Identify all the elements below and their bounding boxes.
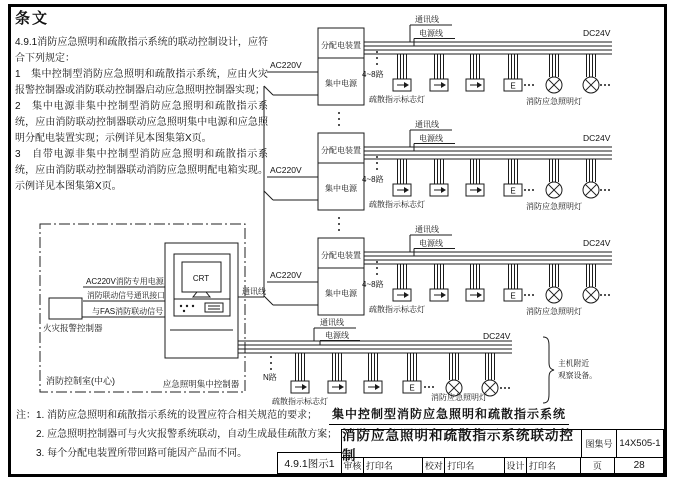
title-block <box>341 429 664 474</box>
distribution-unit-label: 分配电装置 <box>321 251 361 260</box>
power-line-label: 电源线 <box>419 29 443 38</box>
signal-label: 消防联动信号通讯接口 <box>87 291 165 300</box>
power-line-label: 电源线 <box>419 239 443 248</box>
dc-voltage-label: DC24V <box>583 133 611 143</box>
ellipsis-dot <box>608 189 610 191</box>
figure-number: 4.9.1图示1 <box>277 452 342 474</box>
provision-item: 3 自带电源非集中控制型消防应急照明和疏散指示系统，应由消防联动控制器联动消防应急照明配电箱实现。示例详见本图集第X页。 <box>15 149 268 192</box>
brace <box>543 337 554 403</box>
exit-sign-letter: E <box>510 291 516 301</box>
comm-line-label: 通讯线 <box>242 287 266 296</box>
ellipsis-dot <box>376 57 378 59</box>
ellipsis-dot <box>604 189 606 191</box>
central-power-label: 集中电源 <box>325 289 357 298</box>
signoff-role: 设计 <box>505 458 527 473</box>
brace-note-line: 主机附近 <box>558 359 590 368</box>
comm-tap <box>264 191 273 200</box>
atlas-number: 14X505-1 <box>619 438 661 449</box>
sign-lamp-label: 疏散指示标志灯 <box>369 200 425 209</box>
atlas-label: 图集号 <box>582 430 617 457</box>
ellipsis-dot <box>376 261 378 263</box>
dc-voltage-label: DC24V <box>483 331 511 341</box>
ellipsis-dot <box>376 51 378 53</box>
ellipsis-dot <box>500 387 502 389</box>
indicator-dot-icon <box>183 310 185 312</box>
comm-line-label: 通讯线 <box>320 318 344 327</box>
fire-alarm-controller-box <box>49 298 82 319</box>
page-number: 28 <box>633 460 645 471</box>
emergency-lamp-label: 消防应急照明灯 <box>526 307 582 316</box>
distribution-unit-label: 分配电装置 <box>321 41 361 50</box>
ellipsis-dot <box>524 294 526 296</box>
ellipsis-dot <box>600 189 602 191</box>
ellipsis-dot <box>428 386 430 388</box>
ellipsis-dot <box>504 387 506 389</box>
exit-sign-letter: E <box>510 186 516 196</box>
comm-tap <box>264 296 273 305</box>
ellipsis-dot <box>432 386 434 388</box>
emergency-lamp-label: 消防应急照明灯 <box>431 393 487 402</box>
ellipsis-dot <box>524 84 526 86</box>
ellipsis-dot <box>338 112 340 114</box>
note-item: 3. 每个分配电装置所带回路可能因产品而不同。 <box>36 448 248 459</box>
indicator-dot-icon <box>186 305 188 307</box>
indicator-dot-icon <box>180 305 182 307</box>
control-room-label: 消防控制室(中心) <box>46 376 115 386</box>
provision-item: 1 集中控制型消防应急照明和疏散指示系统，应由火灾报警控制器或消防联动控制器启动应急照明控制器实现； <box>15 69 268 96</box>
circuit-count-label: 4~8路 <box>362 175 384 184</box>
brace-note-line: 观察设备。 <box>558 371 597 380</box>
ellipsis-dot <box>532 189 534 191</box>
sign-lamp-label: 疏散指示标志灯 <box>369 305 425 314</box>
exit-sign-letter: E <box>510 81 516 91</box>
signal-label: AC220V消防专用电源 <box>86 277 164 286</box>
ellipsis-dot <box>604 294 606 296</box>
circuit-count-label: 4~8路 <box>362 70 384 79</box>
comm-line-label: 通讯线 <box>415 120 439 129</box>
power-line-label: 电源线 <box>419 134 443 143</box>
ellipsis-dot <box>338 223 340 225</box>
ellipsis-dot <box>524 189 526 191</box>
ellipsis-dot <box>270 356 272 358</box>
signoff-role: 审核 <box>342 458 364 473</box>
ellipsis-dot <box>376 168 378 170</box>
emergency-lamp-label: 消防应急照明灯 <box>526 97 582 106</box>
signoff-name: 打印名 <box>445 458 505 473</box>
emergency-lamp-label: 消防应急照明灯 <box>526 202 582 211</box>
ellipsis-dot <box>376 267 378 269</box>
ac-source-label: AC220V <box>270 270 302 280</box>
note-item: 1. 消防应急照明和疏散指示系统的设置应符合相关规范的要求； <box>36 410 318 421</box>
ellipsis-dot <box>270 368 272 370</box>
ellipsis-dot <box>600 84 602 86</box>
ellipsis-dot <box>528 294 530 296</box>
central-power-label: 集中电源 <box>325 184 357 193</box>
ellipsis-dot <box>600 294 602 296</box>
fire-control-room <box>40 224 245 392</box>
exit-sign-letter: E <box>409 383 415 393</box>
ellipsis-dot <box>338 229 340 231</box>
signal-label: 与FAS消防联动信号 <box>92 307 164 316</box>
power-unit-box <box>318 28 364 105</box>
central-power-label: 集中电源 <box>325 79 357 88</box>
clause-text: 4.9.1消防应急照明和疏散指示系统的联动控制设计，应符合下列规定： <box>15 37 268 64</box>
ellipsis-dot <box>532 84 534 86</box>
comm-tap <box>264 86 273 95</box>
note-item: 2. 应急照明控制器可与火灾报警系统联动，自动生成最佳疏散方案； <box>36 429 338 440</box>
circuit-count-label: 4~8路 <box>362 280 384 289</box>
sheet-title: 消防应急照明和疏散指示系统联动控制 <box>342 430 582 457</box>
ac-source-label: AC220V <box>270 165 302 175</box>
notes-prefix: 注： <box>16 410 36 421</box>
provision-item: 2 集中电源非集中控制型消防应急照明和疏散指示系统，应由消防联动控制器联动应急照明集中电源和应急照明分配电装置实现；示例详见本图集第X页。 <box>15 101 268 144</box>
ellipsis-dot <box>338 118 340 120</box>
crt-label: CRT <box>192 274 210 283</box>
provisions-heading: 条文 <box>15 10 50 27</box>
power-line-label: 电源线 <box>325 331 349 340</box>
signoff-role: 校对 <box>423 458 445 473</box>
ellipsis-dot <box>608 294 610 296</box>
sign-lamp-label: 疏散指示标志灯 <box>369 95 425 104</box>
ellipsis-dot <box>608 84 610 86</box>
ellipsis-dot <box>424 386 426 388</box>
ellipsis-dot <box>376 162 378 164</box>
emergency-lighting-controller-label: 应急照明集中控制器 <box>162 379 240 389</box>
ellipsis-dot <box>338 124 340 126</box>
sign-lamp-label: 疏散指示标志灯 <box>272 397 328 406</box>
distribution-unit-label: 分配电装置 <box>321 146 361 155</box>
diagram-caption: 集中控制型消防应急照明和疏散指示系统 <box>329 405 569 425</box>
ellipsis-dot <box>508 387 510 389</box>
ellipsis-dot <box>270 362 272 364</box>
power-unit-box <box>318 133 364 210</box>
ac-source-label: AC220V <box>270 60 302 70</box>
ellipsis-dot <box>376 273 378 275</box>
comm-line-label: 通讯线 <box>415 15 439 24</box>
signoff-name: 打印名 <box>364 458 424 473</box>
ellipsis-dot <box>532 294 534 296</box>
fire-alarm-controller-label: 火灾报警控制器 <box>43 323 103 333</box>
ellipsis-dot <box>376 63 378 65</box>
ellipsis-dot <box>604 84 606 86</box>
power-unit-box <box>318 238 364 315</box>
dc-voltage-label: DC24V <box>583 28 611 38</box>
signoff-name: 打印名 <box>527 458 581 473</box>
ellipsis-dot <box>528 84 530 86</box>
n-circuits-label: N路 <box>263 373 277 382</box>
ellipsis-dot <box>376 156 378 158</box>
page-label: 页 <box>581 458 616 473</box>
printer-icon <box>205 303 223 312</box>
ellipsis-dot <box>528 189 530 191</box>
indicator-dot-icon <box>192 305 194 307</box>
ellipsis-dot <box>338 217 340 219</box>
comm-line-label: 通讯线 <box>415 225 439 234</box>
dc-voltage-label: DC24V <box>583 238 611 248</box>
